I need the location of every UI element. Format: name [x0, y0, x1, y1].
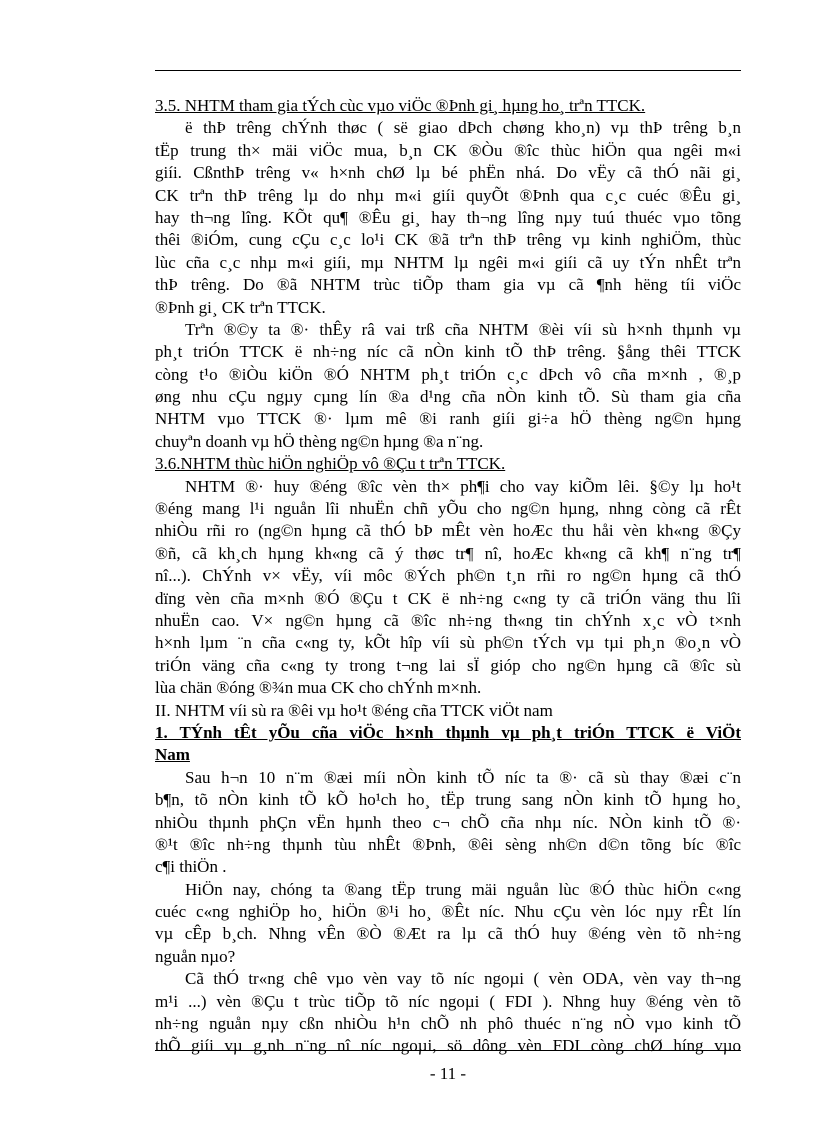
page-number: - 11 -	[429, 1064, 467, 1083]
text-line: m¹i ...) vèn ®Çu t trùc tiÕp tõ níc ngoµi ( FDI ). Nhng huy ®éng vèn tõ	[155, 991, 741, 1011]
text-line: c¶i thiÖn .	[155, 857, 227, 877]
header-rule	[155, 70, 741, 71]
text-line: thÕ giíi vµ g¸nh n¨ng nî níc ngoµi, sö dông vèn FDI còng chØ híng vµo	[155, 1036, 741, 1056]
footer-rule	[155, 1050, 741, 1051]
text-line: giíi. CßnthÞ trêng v« h×nh chØ lµ bé phËn nhá. Do vËy cã thÓ nãi gi¸	[155, 163, 741, 183]
text-line: triÓn väng cña c«ng ty trong t¬ng lai sÏ gióp cho ng©n hµng cã ®îc sù	[155, 655, 741, 675]
text-line: tËp trung th× mäi viÖc mua, b¸n CK ®Òu ®îc thùc hiÖn qua ngêi m«i	[155, 140, 741, 160]
text-line: hay th¬ng lîng. KÕt qu¶ ®Êu gi¸ hay th¬ng lîng nµy tuú thuéc vµo tõng	[155, 207, 741, 227]
text-line: vµ cÊp b¸ch. Nhng vÊn ®Ò ®Æt ra lµ cã thÓ huy ®éng vèn tõ nh÷ng	[155, 924, 741, 944]
text-line: Sau h¬n 10 n¨m ®æi míi nÒn kinh tÕ níc ta ®· cã sù thay ®æi c¨n	[185, 767, 741, 787]
section-heading-line: 1. TÝnh tÊt yÕu cña viÖc h×nh thµnh vµ ph¸t triÓn TTCK ë ViÖt	[155, 722, 741, 742]
text-line: ®Þnh gi¸ CK trªn TTCK.	[155, 297, 326, 317]
text-line: chuyªn doanh vµ hÖ thèng ng©n hµng ®a n¨ng.	[155, 431, 484, 451]
text-line: lùc cña c¸c nhµ m«i giíi, mµ NHTM lµ ngêi m«i giíi cã uy tÝn nhÊt trªn	[155, 252, 741, 272]
text-line: II. NHTM víi sù ra ®êi vµ ho¹t ®éng cña TTCK viÖt nam	[155, 700, 553, 720]
text-line: Cã thÓ tr«ng chê vµo vèn vay tõ níc ngoµi ( vèn ODA, vèn vay th¬ng	[185, 969, 741, 989]
text-line: NHTM ®· huy ®éng ®îc vèn th× ph¶i cho vay kiÕm lêi. §©y lµ ho¹t	[185, 476, 741, 496]
text-line: còng t¹o ®iÒu kiÖn ®Ó NHTM ph¸t triÓn c¸c dÞch vô cña m×nh , ®¸p	[155, 364, 741, 384]
text-line: ®¹t ®îc nh÷ng thµnh tùu nhÊt ®Þnh, ®êi sèng nh©n d©n tõng bíc ®îc	[155, 834, 741, 854]
text-line: lùa chän ®óng ®¾n mua CK cho chÝnh m×nh.	[155, 678, 482, 698]
text-line: nguån nµo?	[155, 946, 236, 966]
text-line: nhiÒu rñi ro (ng©n hµng cã thÓ bÞ mÊt vèn hoÆc thu håi vèn kh«ng ®Çy	[155, 521, 741, 541]
text-line: nhuËn cao. V× ng©n hµng cã ®îc nh÷ng th«ng tin chÝnh x¸c vÒ t×nh	[155, 610, 741, 630]
text-line: Trªn ®©y ta ®· thÊy râ vai trß cña NHTM ®èi víi sù h×nh thµnh vµ	[185, 319, 741, 339]
text-line: nhiÒu thµnh phÇn vËn hµnh theo c¬ chÕ cña nhµ níc. NÒn kinh tÕ ®·	[155, 812, 741, 832]
text-line: thêi ®iÓm, cung cÇu c¸c lo¹i CK ®ã trªn thÞ trêng vµ kinh nghiÖm, thùc	[155, 230, 741, 250]
section-heading-line: 3.6.NHTM thùc hiÖn nghiÖp vô ®Çu t trªn TTCK.	[155, 454, 506, 474]
text-line: øng nhu cÇu ngµy cµng lín ®a d¹ng cña nÒn kinh tÕ. Sù tham gia cña	[155, 387, 741, 407]
text-line: ë thÞ trêng chÝnh thøc ( së giao dÞch chøng kho¸n) vµ thÞ trêng b¸n	[185, 118, 741, 138]
text-line: cuéc c«ng nghiÖp ho¸ hiÖn ®¹i ho¸ ®Êt níc. Nhu cÇu vèn lóc nµy rÊt lín	[155, 902, 741, 922]
text-line: HiÖn nay, chóng ta ®ang tËp trung mäi nguån lùc ®Ó thùc hiÖn c«ng	[185, 879, 741, 899]
text-line: thÞ trêng. Do ®ã NHTM trùc tiÕp tham gia vµ cã ¶nh hëng tíi viÖc	[155, 275, 741, 295]
text-line: h×nh lµm ¨n cña c«ng ty, kÕt hîp víi sù ph©n tÝch vµ tµi ph¸n ®o¸n vÒ	[155, 633, 741, 653]
text-line: nh÷ng nguån nµy cßn nhiÒu h¹n chÕ nh phô thuéc n¨ng nÒ vµo kinh tÕ	[155, 1014, 741, 1034]
text-line: NHTM vµo TTCK ®· lµm mê ®i ranh giíi gi÷a hÖ thèng ng©n hµng	[155, 409, 741, 429]
section-heading-line: Nam	[155, 745, 190, 765]
text-line: ®éng mang l¹i nguån lîi nhuËn chñ yÕu cho ng©n hµng, nhng còng cã rÊt	[155, 499, 741, 519]
text-line: ®ñ, cã kh¸ch hµng kh«ng cã ý thøc tr¶ nî, hoÆc kh«ng cã kh¶ n¨ng tr¶	[155, 543, 741, 563]
document-body	[155, 95, 741, 1058]
text-line: dïng vèn cña m×nh ®Ó ®Çu t CK ë nh÷ng c«ng ty cã triÓn väng thu lîi	[155, 588, 741, 608]
text-line: CK trªn thÞ trêng lµ do nhµ m«i giíi quyÕt ®Þnh qua c¸c cuéc ®Êu gi¸	[155, 185, 741, 205]
section-heading-line: 3.5. NHTM tham gia tÝch cùc vµo viÖc ®Þnh gi¸ hµng ho¸ trªn TTCK.	[155, 96, 646, 115]
text-line: ph¸t triÓn TTCK ë nh÷ng níc cã nÒn kinh tÕ thÞ trêng. §ång thêi TTCK	[155, 342, 741, 362]
text-line: nî...). ChÝnh v× vËy, víi môc ®Ých ph©n t¸n rñi ro ng©n hµng cã thÓ	[155, 566, 741, 586]
text-line: b¶n, tõ nÒn kinh tÕ kÕ ho¹ch ho¸ tËp trung sang nÒn kinh tÕ hµng ho¸	[155, 790, 741, 810]
